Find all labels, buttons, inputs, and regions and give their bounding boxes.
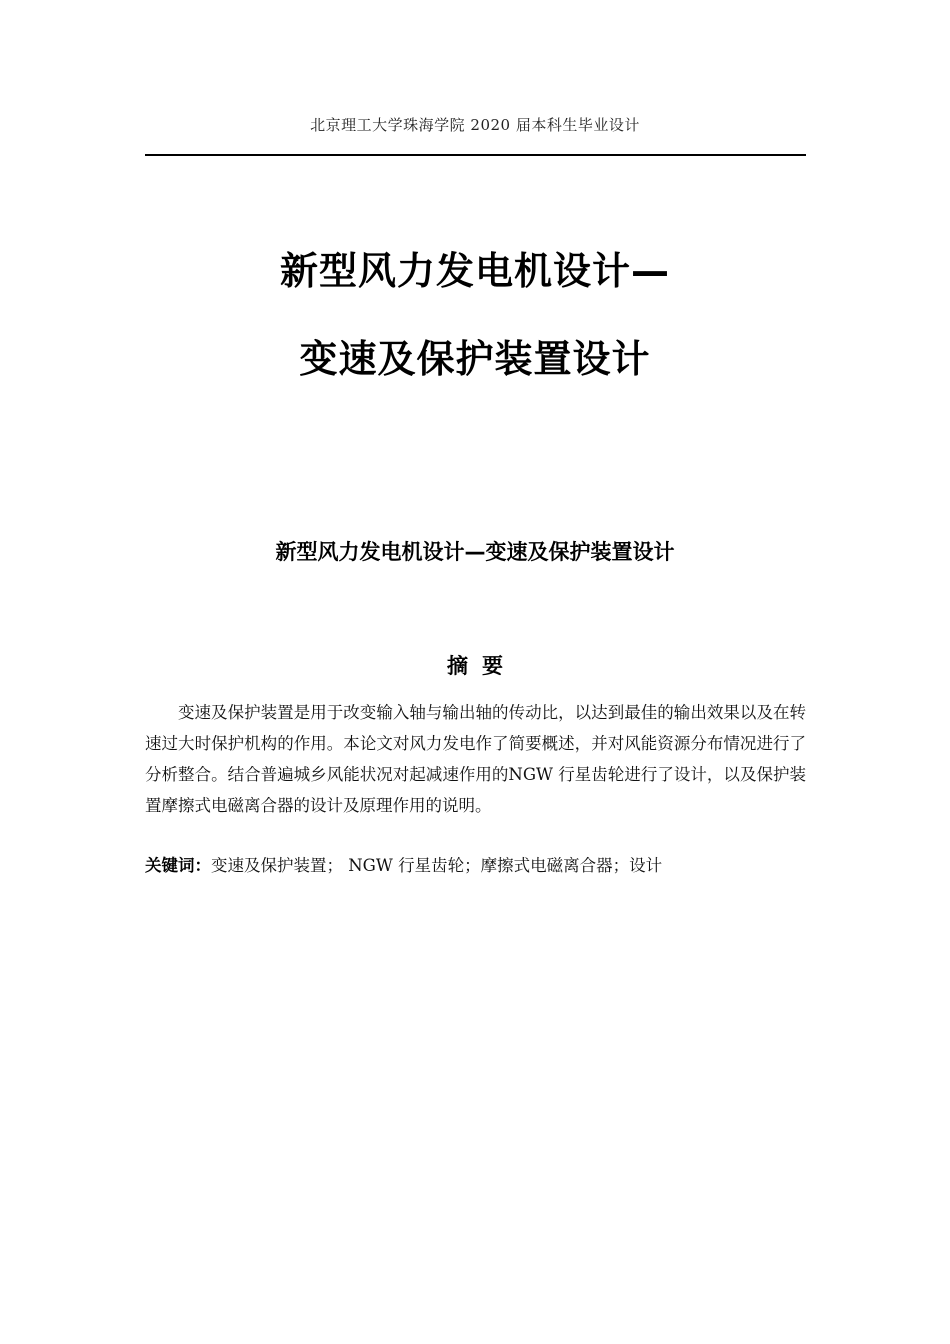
running-header: 北京理工大学珠海学院 2020 届本科生毕业设计: [310, 116, 640, 134]
keywords-line: [145, 850, 806, 881]
keywords-label: 关键词：: [145, 856, 211, 875]
cover-title-line-2: 变速及保护装置设计: [299, 337, 651, 381]
abstract-title: 新型风力发电机设计—变速及保护装置设计: [275, 540, 675, 564]
keywords-text: 变速及保护装置； NGW 行星齿轮；摩擦式电磁离合器；设计: [211, 856, 663, 875]
abstract-body: 变速及保护装置是用于改变输入轴与输出轴的传动比，以达到最佳的输出效果以及在转速过大时保护机构的作用。本论文对风力发电作了简要概述，并对风能资源分布情况进行了分析整合。结合普遍城乡风能状况对起减速作用的NGW 行星齿轮进行了设计，以及保护装置摩擦式电磁离合器的设计及原理作用的说明。: [145, 703, 806, 815]
abstract-heading: 摘要: [447, 654, 517, 678]
cover-title-line-1: 新型风力发电机设计—: [279, 249, 670, 293]
header-rule: [145, 154, 806, 156]
